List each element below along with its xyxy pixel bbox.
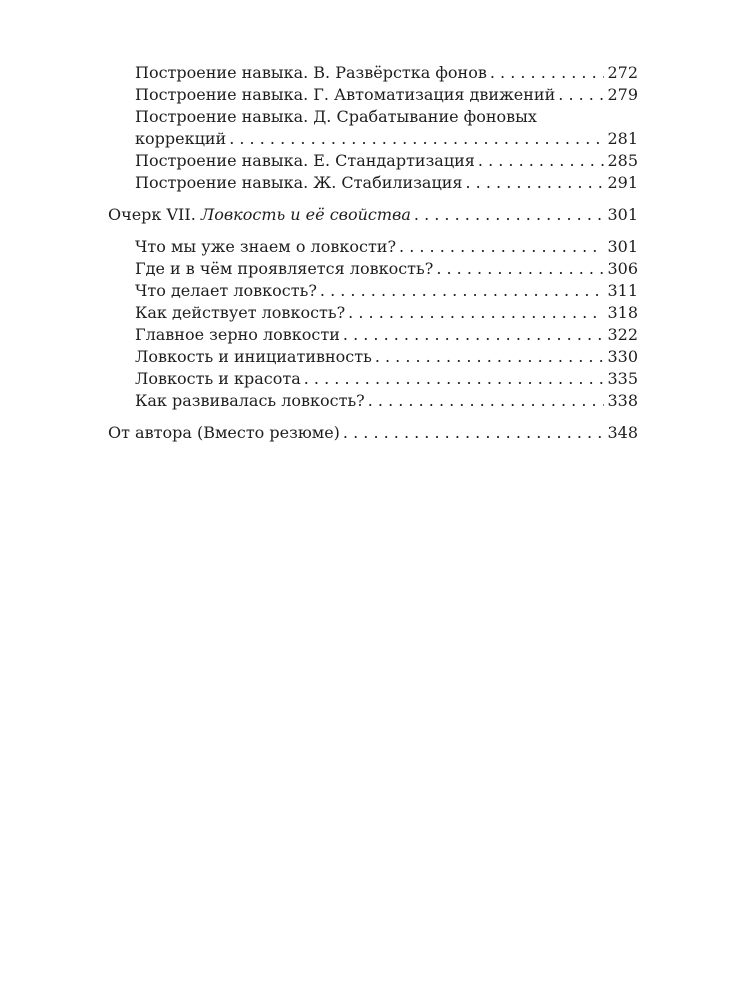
dot-leader	[490, 62, 605, 84]
table-of-contents	[108, 62, 638, 444]
toc-page-number: 330	[607, 347, 638, 366]
dot-leader	[478, 150, 605, 172]
dot-leader	[320, 280, 605, 302]
toc-page-number: 301	[607, 237, 638, 256]
dot-leader	[558, 84, 604, 106]
toc-page-number: 338	[607, 391, 638, 410]
dot-leader	[436, 258, 604, 280]
toc-entry-title: От автора (Вместо резюме)	[108, 423, 340, 442]
chapter-title: Ловкость и её свойства	[200, 205, 411, 224]
toc-entry[interactable]	[108, 346, 638, 368]
toc-entry[interactable]	[108, 324, 638, 346]
toc-entry-title: Построение навыка. В. Развёрстка фонов	[135, 63, 487, 82]
toc-page-number: 279	[607, 85, 638, 104]
toc-page-number: 318	[607, 303, 638, 322]
dot-leader	[414, 204, 605, 226]
toc-entry-title-line2: коррекций	[135, 129, 227, 148]
toc-page-number: 348	[607, 423, 638, 442]
dot-leader	[229, 128, 604, 150]
toc-page-number: 291	[607, 173, 638, 192]
dot-leader	[399, 236, 604, 258]
toc-entry-title: Ловкость и инициативность	[135, 347, 372, 366]
dot-leader	[466, 172, 605, 194]
toc-entry[interactable]	[108, 172, 638, 194]
toc-entry-title: Главное зерно ловкости	[135, 325, 340, 344]
toc-entry[interactable]	[108, 280, 638, 302]
toc-entry[interactable]	[108, 302, 638, 324]
toc-entry[interactable]	[108, 258, 638, 280]
dot-leader	[368, 390, 605, 412]
toc-page-number: 272	[607, 63, 638, 82]
toc-entry-title: Как действует ловкость?	[135, 303, 346, 322]
toc-page-number: 335	[607, 369, 638, 388]
chapter-prefix: Очерк VII.	[108, 205, 196, 224]
toc-entry-title: Построение навыка. Е. Стандартизация	[135, 151, 475, 170]
dot-leader	[343, 324, 605, 346]
toc-chapter-title	[108, 204, 411, 226]
toc-entry[interactable]	[108, 84, 638, 106]
toc-entry-title: Что мы уже знаем о ловкости?	[135, 237, 397, 256]
toc-page-number: 285	[607, 151, 638, 170]
dot-leader	[304, 368, 605, 390]
toc-entry[interactable]	[108, 236, 638, 258]
dot-leader	[375, 346, 605, 368]
toc-entry[interactable]	[108, 106, 638, 150]
dot-leader	[343, 422, 605, 444]
toc-entry-title: Как развивалась ловкость?	[135, 391, 365, 410]
toc-entry[interactable]	[108, 390, 638, 412]
dot-leader	[348, 302, 604, 324]
toc-entry-title: Построение навыка. Ж. Стабилизация	[135, 173, 463, 192]
toc-entry[interactable]	[108, 62, 638, 84]
toc-entry-title: Построение навыка. Г. Автоматизация движений	[135, 85, 556, 104]
toc-final-entry[interactable]	[108, 422, 638, 444]
toc-entry-title: Что делает ловкость?	[135, 281, 317, 300]
toc-entry-title: Где и в чём проявляется ловкость?	[135, 259, 434, 278]
toc-chapter-entry[interactable]	[108, 204, 638, 226]
toc-entry[interactable]	[108, 368, 638, 390]
toc-page-number: 301	[607, 205, 638, 224]
toc-page-number: 281	[607, 129, 638, 148]
toc-entry-title-line1: Построение навыка. Д. Срабатывание фоновых	[135, 107, 537, 126]
toc-page-number: 306	[607, 259, 638, 278]
toc-entry-title: Ловкость и красота	[135, 369, 301, 388]
toc-page-number: 322	[607, 325, 638, 344]
toc-page-number: 311	[607, 281, 638, 300]
toc-entry[interactable]	[108, 150, 638, 172]
